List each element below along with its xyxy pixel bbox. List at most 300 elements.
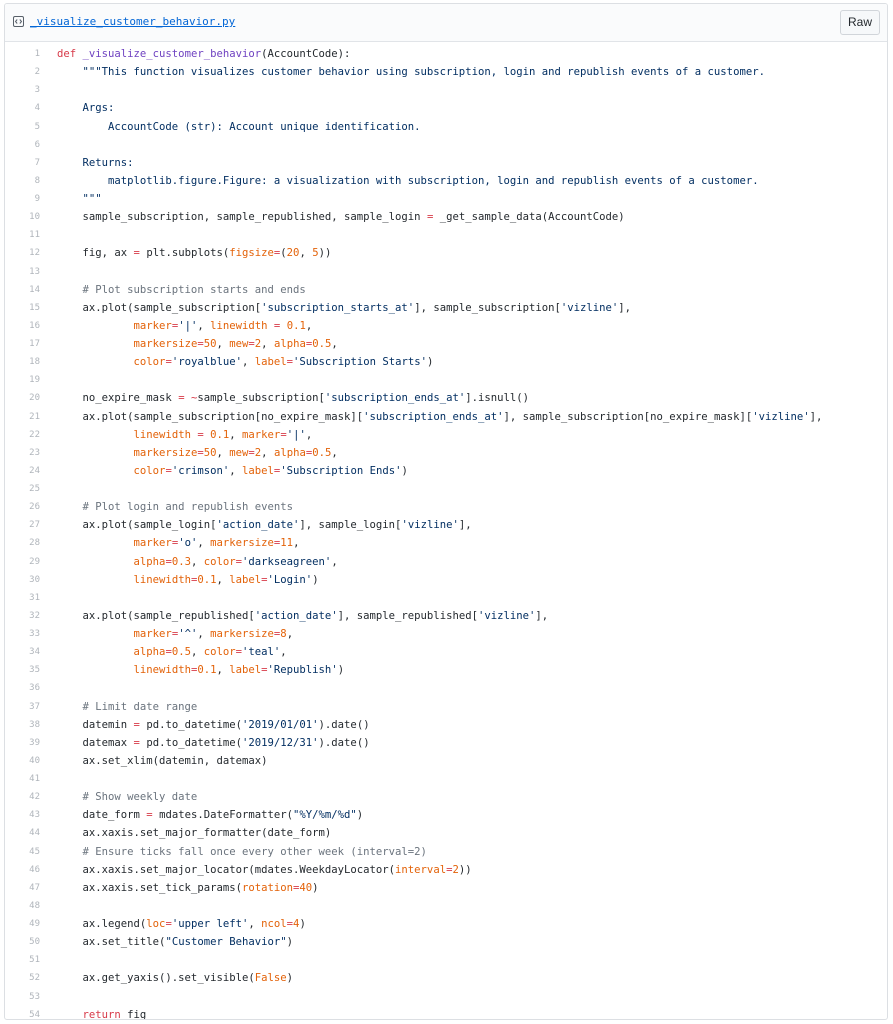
code-token: 0.5 bbox=[312, 446, 332, 459]
code-token: 'subscription_ends_at' bbox=[363, 410, 504, 423]
line-number[interactable]: 27 bbox=[29, 520, 40, 531]
code-line bbox=[5, 63, 887, 81]
code-token: = bbox=[146, 809, 153, 822]
code-token: = bbox=[171, 628, 179, 641]
code-token: = bbox=[197, 446, 204, 459]
line-number[interactable]: 6 bbox=[34, 139, 40, 150]
code-token: 2 bbox=[254, 338, 262, 351]
line-number[interactable]: 31 bbox=[29, 592, 40, 603]
code-token bbox=[57, 574, 134, 586]
code-token: pd.to_datetime( bbox=[139, 736, 242, 749]
code-token: ax.plot(sample_subscription[ bbox=[57, 301, 262, 314]
code-token: = bbox=[171, 537, 179, 550]
code-token: ( bbox=[280, 247, 287, 260]
line-number[interactable]: 13 bbox=[29, 266, 40, 277]
code-token: ) bbox=[426, 356, 434, 369]
code-token: 'royalblue' bbox=[171, 356, 242, 369]
code-token: False bbox=[254, 972, 287, 985]
line-number[interactable]: 30 bbox=[29, 574, 40, 585]
code-token: (AccountCode): bbox=[261, 48, 351, 61]
code-token: = bbox=[165, 464, 172, 477]
line-number[interactable]: 33 bbox=[29, 629, 40, 640]
code-token: = bbox=[165, 646, 172, 659]
line-content bbox=[40, 501, 293, 513]
code-token: , bbox=[331, 555, 338, 568]
code-token: , bbox=[280, 646, 287, 659]
code-token: , bbox=[216, 573, 230, 586]
line-content bbox=[40, 864, 472, 876]
code-token: ], sample_subscription[no_expire_mask][ bbox=[503, 410, 753, 423]
code-token: , bbox=[286, 628, 294, 641]
code-token: _visualize_customer_behavior bbox=[82, 48, 262, 61]
line-number[interactable]: 47 bbox=[29, 882, 40, 893]
code-line bbox=[5, 1006, 887, 1020]
line-number[interactable]: 24 bbox=[29, 465, 40, 476]
line-number[interactable]: 50 bbox=[29, 937, 40, 948]
code-token: ) bbox=[312, 881, 319, 894]
line-number[interactable]: 26 bbox=[29, 502, 40, 513]
line-number[interactable]: 25 bbox=[29, 484, 40, 495]
code-line bbox=[5, 136, 887, 154]
code-file-icon bbox=[13, 16, 24, 27]
code-token: fig bbox=[120, 1008, 147, 1020]
line-number[interactable]: 14 bbox=[29, 284, 40, 295]
code-token: 'subscription_starts_at' bbox=[261, 301, 415, 314]
code-token: = bbox=[261, 573, 268, 586]
line-content bbox=[40, 610, 548, 622]
line-content bbox=[40, 356, 433, 368]
code-token: interval bbox=[395, 863, 447, 876]
code-token: "%Y/%m/%d" bbox=[293, 809, 357, 822]
code-token: 'action_date' bbox=[216, 519, 300, 532]
line-number[interactable]: 21 bbox=[29, 411, 40, 422]
code-token: rotation bbox=[241, 881, 293, 894]
code-token: ) bbox=[286, 972, 293, 985]
code-token: 2 bbox=[452, 863, 459, 876]
code-token: 0.3 bbox=[171, 555, 191, 568]
code-line bbox=[5, 444, 887, 462]
line-content bbox=[40, 302, 631, 314]
code-token: = bbox=[273, 464, 281, 477]
code-token: 'vizline' bbox=[477, 609, 536, 622]
line-content bbox=[40, 664, 344, 676]
code-line bbox=[5, 553, 887, 571]
code-token: label bbox=[229, 573, 262, 586]
line-number[interactable]: 12 bbox=[29, 248, 40, 259]
code-token: ncol bbox=[261, 918, 287, 931]
raw-button[interactable]: Raw bbox=[840, 10, 880, 35]
line-number[interactable]: 2 bbox=[34, 67, 40, 78]
code-token: = bbox=[235, 555, 243, 568]
code-token: ) bbox=[286, 936, 294, 949]
code-line bbox=[5, 988, 887, 1006]
code-token: ], bbox=[458, 519, 472, 532]
code-token: ) bbox=[401, 464, 408, 477]
line-content bbox=[40, 972, 293, 984]
line-number[interactable]: 48 bbox=[29, 900, 40, 911]
code-token: , bbox=[229, 428, 243, 441]
line-number[interactable]: 15 bbox=[29, 302, 40, 313]
code-token: ) bbox=[299, 918, 306, 931]
line-number[interactable]: 8 bbox=[34, 175, 40, 186]
code-token: ], bbox=[809, 410, 823, 423]
code-line bbox=[5, 281, 887, 299]
code-line bbox=[5, 752, 887, 770]
code-token: return bbox=[82, 1008, 121, 1020]
line-number[interactable]: 45 bbox=[29, 846, 40, 857]
line-number[interactable]: 34 bbox=[29, 647, 40, 658]
code-token: = bbox=[190, 573, 198, 586]
line-number[interactable]: 46 bbox=[29, 864, 40, 875]
code-line bbox=[5, 299, 887, 317]
code-token: = bbox=[133, 247, 140, 260]
code-token: 'vizline' bbox=[560, 301, 619, 314]
code-file-box bbox=[4, 3, 888, 1020]
line-number[interactable]: 19 bbox=[29, 375, 40, 386]
file-name-link[interactable]: _visualize_customer_behavior.py bbox=[30, 15, 236, 28]
code-token: 8 bbox=[280, 628, 287, 641]
line-number[interactable]: 4 bbox=[34, 103, 40, 114]
code-token: , bbox=[242, 356, 255, 369]
code-token: color bbox=[203, 646, 236, 659]
code-line bbox=[5, 861, 887, 879]
line-content bbox=[40, 66, 765, 78]
line-number[interactable]: 10 bbox=[29, 212, 40, 223]
line-number[interactable]: 39 bbox=[29, 737, 40, 748]
line-number[interactable]: 41 bbox=[29, 774, 40, 785]
code-token: 'subscription_ends_at' bbox=[324, 392, 466, 405]
code-line bbox=[5, 335, 887, 353]
code-token: 'vizline' bbox=[752, 410, 810, 423]
code-token: '|' bbox=[286, 428, 306, 441]
code-token: # Plot subscription starts and ends bbox=[57, 283, 306, 296]
code-line bbox=[5, 480, 887, 498]
line-number[interactable]: 3 bbox=[34, 85, 40, 96]
code-line bbox=[5, 389, 887, 407]
code-line bbox=[5, 806, 887, 824]
code-token: '2019/12/31' bbox=[242, 736, 319, 749]
line-content bbox=[40, 737, 370, 749]
line-number[interactable]: 37 bbox=[29, 701, 40, 712]
code-line bbox=[5, 118, 887, 136]
code-token: ], sample_login[ bbox=[299, 519, 402, 532]
line-content bbox=[40, 701, 197, 713]
code-line bbox=[5, 244, 887, 262]
code-line bbox=[5, 81, 887, 99]
code-token: = bbox=[273, 319, 281, 332]
code-token: 0.5 bbox=[171, 646, 191, 659]
code-token: = bbox=[273, 628, 281, 641]
code-token: 0.1 bbox=[197, 573, 217, 586]
code-token: ax.legend( bbox=[57, 918, 147, 931]
code-token: 4 bbox=[293, 918, 300, 931]
code-token: linewidth bbox=[133, 573, 191, 586]
code-token: linewidth bbox=[210, 319, 268, 332]
code-token: sample_subscription[ bbox=[197, 392, 325, 405]
code-token: alpha bbox=[273, 446, 306, 459]
line-content bbox=[40, 646, 287, 658]
code-token bbox=[57, 1009, 83, 1020]
line-number[interactable]: 5 bbox=[34, 121, 40, 132]
code-token: '^' bbox=[178, 628, 198, 641]
code-token: AccountCode (str): Account unique identification. bbox=[57, 120, 421, 133]
code-token: 'Subscription Ends' bbox=[280, 464, 402, 477]
code-line bbox=[5, 679, 887, 697]
code-token: ) bbox=[312, 573, 319, 586]
line-number[interactable]: 7 bbox=[34, 157, 40, 168]
code-line bbox=[5, 408, 887, 426]
code-token: ax.xaxis.set_major_locator(mdates.WeekdayLocator( bbox=[57, 863, 396, 876]
code-token: ax.set_title( bbox=[57, 936, 166, 949]
line-number[interactable]: 35 bbox=[29, 665, 40, 676]
line-content bbox=[40, 628, 293, 640]
code-token: markersize bbox=[210, 537, 274, 550]
line-content bbox=[40, 556, 338, 568]
line-number[interactable]: 20 bbox=[29, 393, 40, 404]
line-content bbox=[40, 211, 625, 223]
code-line bbox=[5, 353, 887, 371]
code-token: 5 bbox=[312, 247, 319, 260]
code-token bbox=[57, 556, 134, 568]
code-token: , bbox=[197, 319, 211, 332]
code-token: plt.subplots( bbox=[139, 247, 230, 260]
code-token: , bbox=[229, 464, 242, 477]
file-header bbox=[5, 4, 887, 42]
code-token: 0.1 bbox=[286, 319, 306, 332]
line-content bbox=[40, 827, 331, 839]
code-token: , bbox=[197, 537, 211, 550]
code-token: = bbox=[178, 392, 185, 405]
code-token: date_form bbox=[57, 809, 147, 822]
line-content bbox=[40, 791, 197, 803]
code-token: 'Republish' bbox=[267, 664, 338, 677]
code-token: ], bbox=[535, 609, 549, 622]
line-content bbox=[40, 519, 472, 531]
line-content bbox=[40, 338, 338, 350]
code-token: , bbox=[305, 428, 313, 441]
code-token: = bbox=[165, 356, 172, 369]
code-token: , bbox=[299, 247, 313, 260]
code-line bbox=[5, 661, 887, 679]
code-token: """ bbox=[57, 193, 102, 206]
code-token: = bbox=[197, 338, 204, 351]
line-number[interactable]: 11 bbox=[29, 230, 40, 241]
line-number[interactable]: 51 bbox=[29, 955, 40, 966]
code-token bbox=[57, 628, 134, 640]
code-token: , bbox=[248, 918, 262, 931]
code-line bbox=[5, 99, 887, 117]
line-content bbox=[40, 447, 338, 459]
code-token: # Ensure ticks fall once every other week (interval=2) bbox=[57, 845, 427, 858]
code-token bbox=[57, 537, 134, 549]
line-number[interactable]: 9 bbox=[34, 194, 40, 205]
code-token bbox=[57, 338, 134, 350]
line-number[interactable]: 17 bbox=[29, 339, 40, 350]
code-line bbox=[5, 933, 887, 951]
code-token: '2019/01/01' bbox=[242, 718, 319, 731]
code-line bbox=[5, 698, 887, 716]
line-number[interactable]: 44 bbox=[29, 828, 40, 839]
code-token: 'vizline' bbox=[401, 519, 459, 532]
line-content bbox=[40, 846, 427, 858]
line-number[interactable]: 32 bbox=[29, 610, 40, 621]
code-token: markersize bbox=[133, 446, 198, 459]
code-token: ].isnull() bbox=[465, 392, 530, 405]
line-number[interactable]: 28 bbox=[29, 538, 40, 549]
code-token: ax.xaxis.set_tick_params( bbox=[57, 881, 242, 894]
code-line bbox=[5, 534, 887, 552]
line-content bbox=[40, 247, 331, 259]
code-token: markersize bbox=[210, 628, 274, 641]
code-token: def bbox=[57, 48, 83, 61]
line-content bbox=[40, 1009, 146, 1020]
line-number[interactable]: 53 bbox=[29, 991, 40, 1002]
code-token: "Customer Behavior" bbox=[165, 936, 287, 949]
code-line bbox=[5, 915, 887, 933]
code-token bbox=[57, 320, 134, 332]
code-token: , bbox=[216, 338, 230, 351]
code-line bbox=[5, 154, 887, 172]
code-token: color bbox=[133, 464, 166, 477]
line-number[interactable]: 52 bbox=[29, 973, 40, 984]
code-line bbox=[5, 45, 887, 63]
code-line bbox=[5, 426, 887, 444]
line-number[interactable]: 23 bbox=[29, 447, 40, 458]
code-token: ], bbox=[618, 301, 632, 314]
code-token: markersize bbox=[133, 338, 198, 351]
code-token: ax.plot(sample_login[ bbox=[57, 519, 217, 532]
code-token: 'Subscription Starts' bbox=[293, 356, 427, 369]
code-token: , bbox=[305, 319, 313, 332]
code-line bbox=[5, 716, 887, 734]
code-token: , bbox=[261, 338, 274, 351]
code-line bbox=[5, 571, 887, 589]
code-token: # Plot login and republish events bbox=[57, 501, 293, 514]
line-content bbox=[40, 320, 312, 332]
code-token: sample_subscription, sample_republished, sample_login bbox=[57, 211, 427, 224]
line-number[interactable]: 38 bbox=[29, 719, 40, 730]
line-content bbox=[40, 755, 267, 767]
line-number[interactable]: 1 bbox=[34, 49, 40, 60]
code-token: 'upper left' bbox=[171, 918, 249, 931]
code-token: ) bbox=[337, 664, 345, 677]
code-token: = bbox=[235, 646, 243, 659]
code-token: ax.plot(sample_subscription[no_expire_mask][ bbox=[57, 410, 364, 423]
code-token: """This function visualizes customer behavior using subscription, login and republish events of a customer. bbox=[57, 66, 765, 79]
line-content bbox=[40, 429, 312, 441]
code-line bbox=[5, 317, 887, 335]
code-token: = bbox=[190, 664, 198, 677]
code-token: figsize bbox=[229, 247, 274, 260]
line-number[interactable]: 16 bbox=[29, 320, 40, 331]
code-token: # Show weekly date bbox=[57, 791, 198, 804]
code-token: 0.5 bbox=[312, 338, 332, 351]
line-number[interactable]: 18 bbox=[29, 357, 40, 368]
line-number[interactable]: 36 bbox=[29, 683, 40, 694]
line-content bbox=[40, 411, 822, 423]
code-token: 50 bbox=[203, 446, 217, 459]
code-line bbox=[5, 770, 887, 788]
line-number[interactable]: 43 bbox=[29, 810, 40, 821]
code-line bbox=[5, 263, 887, 281]
code-token: = bbox=[286, 356, 294, 369]
code-token: alpha bbox=[133, 646, 166, 659]
code-token: label bbox=[229, 664, 262, 677]
code-token: matplotlib.figure.Figure: a visualization with subscription, login and republish events of a customer. bbox=[57, 174, 759, 187]
line-content bbox=[40, 102, 114, 114]
code-token: 20 bbox=[286, 247, 300, 260]
code-token: = bbox=[133, 736, 140, 749]
code-token: = bbox=[165, 918, 172, 931]
code-token: datemax bbox=[57, 736, 134, 749]
code-line bbox=[5, 607, 887, 625]
code-line bbox=[5, 625, 887, 643]
code-token: # Limit date range bbox=[57, 700, 198, 713]
code-view bbox=[5, 42, 887, 1020]
code-token bbox=[57, 447, 134, 459]
line-number[interactable]: 29 bbox=[29, 556, 40, 567]
line-number[interactable]: 42 bbox=[29, 792, 40, 803]
code-token: ) bbox=[356, 809, 364, 822]
code-token: mew bbox=[229, 338, 249, 351]
line-content bbox=[40, 48, 350, 60]
code-line bbox=[5, 498, 887, 516]
code-token: linewidth bbox=[133, 428, 191, 441]
code-token: marker bbox=[133, 319, 172, 332]
code-token: 50 bbox=[203, 338, 217, 351]
code-line bbox=[5, 226, 887, 244]
code-token: = bbox=[261, 664, 268, 677]
code-token: 0.1 bbox=[197, 664, 217, 677]
line-content bbox=[40, 157, 134, 169]
code-token: 'action_date' bbox=[254, 609, 338, 622]
line-content bbox=[40, 574, 319, 586]
code-token: , bbox=[216, 664, 230, 677]
code-line bbox=[5, 734, 887, 752]
line-number[interactable]: 54 bbox=[29, 1009, 40, 1020]
code-token: )) bbox=[318, 247, 332, 260]
code-token: marker bbox=[242, 428, 281, 441]
code-line bbox=[5, 462, 887, 480]
line-number[interactable]: 22 bbox=[29, 429, 40, 440]
line-content bbox=[40, 175, 759, 187]
line-content bbox=[40, 465, 408, 477]
code-token: , bbox=[190, 646, 204, 659]
code-token: , bbox=[216, 446, 230, 459]
code-line bbox=[5, 951, 887, 969]
code-token bbox=[57, 465, 134, 477]
code-token: = bbox=[446, 863, 453, 876]
code-token: color bbox=[133, 356, 166, 369]
code-token: = bbox=[286, 918, 294, 931]
code-token: ).date() bbox=[318, 718, 370, 731]
code-token: = bbox=[426, 211, 434, 224]
code-token: 0.1 bbox=[210, 428, 230, 441]
code-token: ], sample_republished[ bbox=[337, 609, 478, 622]
code-line bbox=[5, 589, 887, 607]
code-token: label bbox=[254, 356, 287, 369]
code-token: 'o' bbox=[178, 537, 198, 550]
line-number[interactable]: 40 bbox=[29, 755, 40, 766]
code-token: 'darkseagreen' bbox=[242, 555, 332, 568]
code-token: 2 bbox=[254, 446, 262, 459]
code-token: = bbox=[197, 428, 204, 441]
code-token: = bbox=[248, 446, 255, 459]
code-token: = bbox=[133, 718, 140, 731]
code-token: marker bbox=[133, 628, 172, 641]
line-number[interactable]: 49 bbox=[29, 919, 40, 930]
code-line bbox=[5, 190, 887, 208]
